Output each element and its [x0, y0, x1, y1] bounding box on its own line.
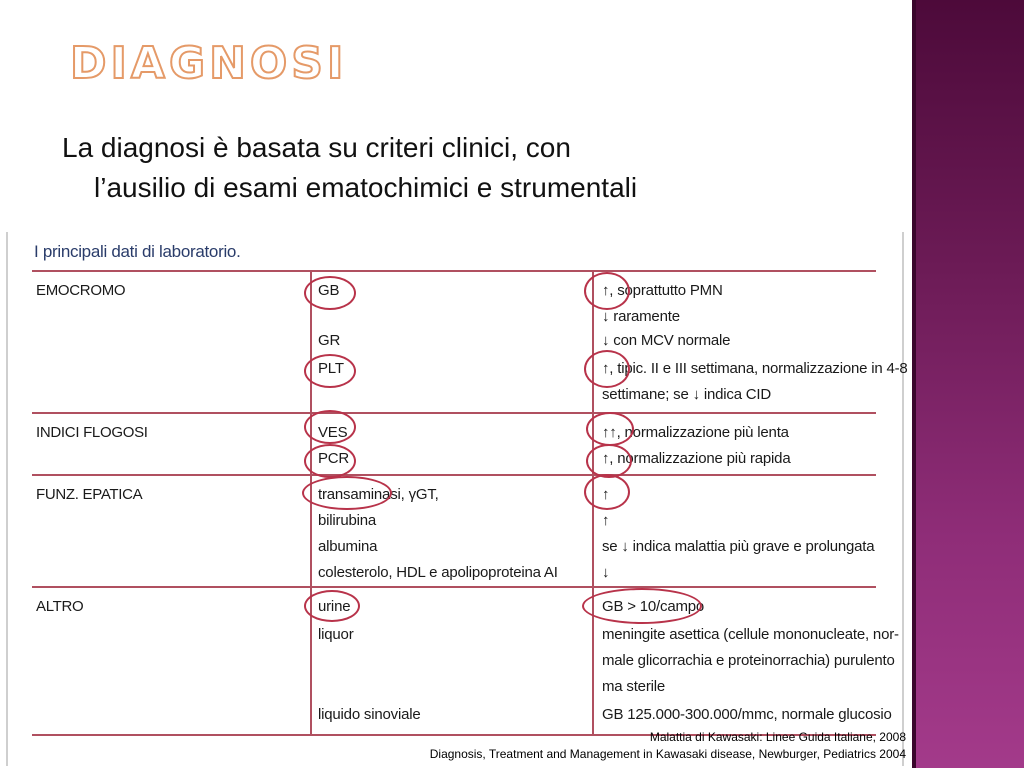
credit-line-2: Diagnosis, Treatment and Management in Kawasaki disease, Newburger, Pediatrics 2004 [429, 747, 906, 761]
test-cell: colesterolo, HDL e apolipoproteina AI [318, 564, 558, 581]
result-cell: ↑↑, normalizzazione più lenta [602, 424, 789, 441]
test-cell: urine [318, 598, 351, 615]
table-rule [32, 270, 876, 272]
highlight-circle [586, 444, 632, 478]
test-cell: transaminasi, γGT, [318, 486, 439, 503]
result-cell: ↑, tipic. II e III settimana, normalizzazione in 4-8 [602, 360, 908, 377]
subtitle-line-1: La diagnosi è basata su criteri clinici, con [62, 132, 571, 163]
result-cell: ↑ [602, 512, 610, 529]
highlight-circle [584, 350, 630, 388]
test-cell: liquor [318, 626, 354, 643]
test-cell: GB [318, 282, 340, 299]
result-cell: meningite asettica (cellule mononucleate, nor- [602, 626, 899, 643]
result-cell: ↑, soprattutto PMN [602, 282, 723, 299]
result-cell: settimane; se ↓ indica CID [602, 386, 772, 403]
result-cell: ↓ raramente [602, 308, 680, 325]
slide-title: DIAGNOSI [70, 38, 348, 89]
test-cell: PCR [318, 450, 350, 467]
test-cell: GR [318, 332, 341, 349]
highlight-circle [302, 476, 392, 510]
highlight-circle [582, 588, 705, 624]
test-cell: liquido sinoviale [318, 706, 421, 723]
test-cell: albumina [318, 538, 378, 555]
section-label: ALTRO [36, 598, 84, 615]
section-label: INDICI FLOGOSI [36, 424, 148, 441]
scan-right-edge [902, 232, 904, 766]
highlight-circle [584, 474, 630, 510]
highlight-circle [304, 276, 356, 310]
decorative-side-band [912, 0, 1024, 768]
highlight-circle [304, 410, 356, 444]
result-cell: ↓ con MCV normale [602, 332, 731, 349]
test-cell: VES [318, 424, 348, 441]
result-cell: GB 125.000-300.000/mmc, normale glucosio [602, 706, 892, 723]
highlight-circle [304, 444, 356, 478]
lab-data-table [6, 232, 908, 734]
result-cell: ma sterile [602, 678, 666, 695]
table-caption: I principali dati di laboratorio. [34, 242, 241, 261]
table-rule [32, 586, 876, 588]
result-cell: se ↓ indica malattia più grave e prolungata [602, 538, 875, 555]
highlight-circle [586, 412, 634, 446]
scan-left-edge [6, 232, 8, 766]
result-cell: ↓ [602, 564, 610, 581]
highlight-circle [584, 272, 630, 310]
test-cell: bilirubina [318, 512, 377, 529]
section-label: EMOCROMO [36, 282, 126, 299]
highlight-circle [304, 590, 360, 622]
table-rule [32, 412, 876, 414]
result-cell: GB > 10/campo [602, 598, 705, 615]
result-cell: ↑, normalizzazione più rapida [602, 450, 791, 467]
table-rule [32, 474, 876, 476]
subtitle-line-2: l’ausilio di esami ematochimici e strumentali [94, 172, 638, 203]
highlight-circle [304, 354, 356, 388]
result-cell: ↑ [602, 486, 610, 503]
credit-line-1: Malattia di Kawasaki: Linee Guida Italiane, 2008 [649, 730, 906, 744]
test-cell: PLT [318, 360, 344, 377]
result-cell: male glicorrachia e proteinorrachia) purulento [602, 652, 895, 669]
side-band-edge [912, 0, 916, 768]
section-label: FUNZ. EPATICA [36, 486, 143, 503]
slide-subtitle [62, 128, 822, 208]
